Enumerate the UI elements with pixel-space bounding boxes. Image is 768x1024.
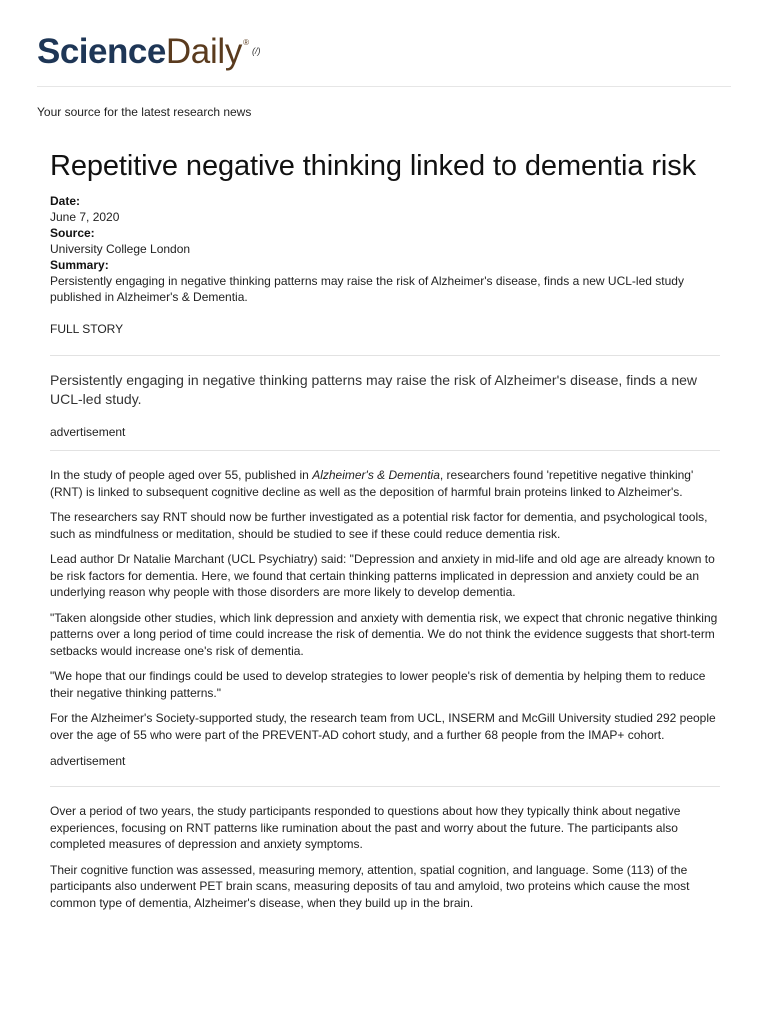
advertisement-label: advertisement <box>50 754 126 768</box>
site-logo[interactable] <box>37 30 261 74</box>
logo-home-link-text[interactable]: (/) <box>252 46 261 56</box>
source-value: University College London <box>50 242 191 256</box>
body-paragraph: "Taken alongside other studies, which link depression and anxiety with dementia risk, we expect that chronic negative thinking patterns over a long period of time could increase the risk of dementia. We do not think the evidence suggests that short-term setbacks would increase one's risk of dementia. <box>50 610 718 658</box>
body-paragraph <box>50 467 720 500</box>
article-lead: Persistently engaging in negative thinking patterns may raise the risk of Alzheimer's disease, finds a new UCL-led study. <box>50 372 698 407</box>
full-story-label: FULL STORY <box>50 322 124 336</box>
source-label: Source: <box>50 226 95 240</box>
summary-text: Persistently engaging in negative thinking patterns may raise the risk of Alzheimer's disease, finds a new UCL-led study published in Alzheimer's & Dementia. <box>50 274 684 304</box>
section-divider <box>50 786 720 787</box>
advertisement-label: advertisement <box>50 425 126 439</box>
body-paragraph: Over a period of two years, the study participants responded to questions about how they typically think about negative experiences, focusing on RNT patterns like rumination about the past and worry about the future. The participants also completed measures of depression and anxiety symptoms. <box>50 804 681 851</box>
body-paragraph: Their cognitive function was assessed, measuring memory, attention, spatial cognition, and language. Some (113) of the participants also underwent PET brain scans, measuring deposits of tau and amyloid, two proteins which cause the most common type of dementia, Alzheimer's disease, when they build up in the brain. <box>50 862 690 910</box>
body-paragraph: The researchers say RNT should now be further investigated as a potential risk factor for dementia, and psychological tools, such as mindfulness or meditation, should be studied to see if these could reduce dementia risk. <box>50 510 708 541</box>
date-label: Date: <box>50 194 81 208</box>
body-paragraph: "We hope that our findings could be used to develop strategies to lower people's risk of dementia by helping them to reduce their negative thinking patterns." <box>50 669 706 700</box>
section-divider <box>50 355 720 356</box>
article <box>50 150 720 911</box>
date-value: June 7, 2020 <box>50 210 120 224</box>
journal-name: Alzheimer's & Dementia <box>312 468 440 482</box>
section-divider <box>50 450 720 451</box>
logo-science-text: Science <box>37 32 166 71</box>
summary-label: Summary: <box>50 258 109 272</box>
logo-daily-text: Daily <box>165 32 243 71</box>
logo-registered-mark: ® <box>243 38 250 47</box>
body-paragraph: Lead author Dr Natalie Marchant (UCL Psychiatry) said: "Depression and anxiety in mid-life and old age are already known to be risk factors for dementia. Here, we found that certain thinking patterns implicated in depression and anxiety could be an underlying reason why people with those disorders are more likely to develop dementia. <box>50 552 715 599</box>
article-title: Repetitive negative thinking linked to dementia risk <box>50 150 697 182</box>
paragraph-text: , researchers found 'repetitive negative thinking' (RNT) is linked to subsequent cognitive decline as well as the deposition of harmful brain proteins linked to Alzheimer's. <box>50 468 694 499</box>
paragraph-text: In the study of people aged over 55, published in <box>50 468 313 482</box>
header-divider <box>37 86 731 87</box>
site-tagline: Your source for the latest research news <box>37 105 252 119</box>
body-paragraph: For the Alzheimer's Society-supported study, the research team from UCL, INSERM and McGill University studied 292 people over the age of 55 who were part of the PREVENT-AD cohort study, and a further 68 people from the IMAP+ cohort. <box>50 711 716 742</box>
